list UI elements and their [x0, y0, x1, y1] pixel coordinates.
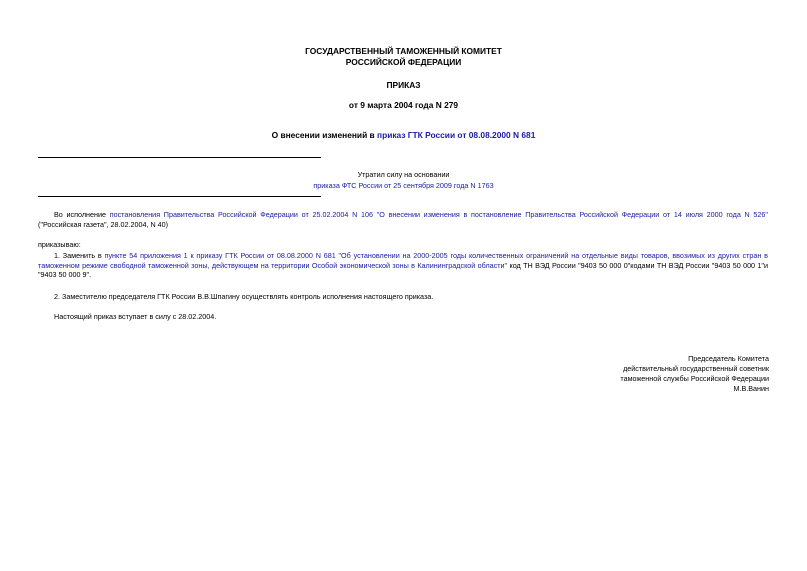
signature-line2: действительный государственный советник [623, 364, 769, 373]
divider-bottom [38, 196, 321, 197]
intro-suffix: ("Российская газета", 28.02.2004, N 40) [38, 219, 169, 229]
item1-suffix: код ТН ВЭД России "9403 50 000 0"кодами ТН ВЭД России "9403 50 000 1"и "9403 50 000 9". [38, 260, 768, 280]
status-link[interactable]: приказа ФТС России от 25 сентября 2009 года N 1763 [313, 181, 494, 190]
doc-title [0, 130, 807, 141]
order-word: приказываю: [38, 240, 81, 249]
item1-link[interactable]: пункте 54 приложения 1 к приказу ГТК России от 08.08.2000 N 681 "Об установлении на 2000-2005 годы количественных ограничений на отдельные виды товаров, ввозимых из других стран в таможенном режиме свободной таможенной зоны, действующем на территории Особой экономической зоны в Калининградской области" [38, 251, 768, 270]
signature-name: М.В.Ванин [733, 384, 769, 393]
org-name-line1: ГОСУДАРСТВЕННЫЙ ТАМОЖЕННЫЙ КОМИТЕТ [305, 46, 502, 56]
status-line1: Утратил силу на основании [357, 170, 450, 179]
item1-prefix: 1. Заменить в [54, 251, 105, 260]
doc-type: ПРИКАЗ [386, 80, 421, 90]
signature-line3: таможенной службы Российской Федерации [620, 374, 769, 383]
doc-title-link[interactable]: приказ ГТК России от 08.08.2000 N 681 [377, 130, 536, 140]
doc-date-number: от 9 марта 2004 года N 279 [348, 100, 459, 110]
intro-prefix: Во исполнение [54, 210, 110, 219]
item1-paragraph [38, 251, 768, 280]
divider-top [38, 157, 321, 158]
intro-link[interactable]: постановления Правительства Российской Федерации от 25.02.2004 N 106 "О внесении изменения в постановление Правительства Российской Федерации от 14 июля 2000 года N 526" [109, 210, 768, 219]
org-name-line2: РОССИЙСКОЙ ФЕДЕРАЦИИ [345, 57, 462, 67]
intro-paragraph [38, 210, 768, 229]
item2-paragraph: 2. Заместителю председателя ГТК России В.В.Шпагину осуществлять контроль исполнения настоящего приказа. [54, 292, 434, 301]
doc-title-prefix: О внесении изменений в [271, 130, 378, 140]
effective-paragraph: Настоящий приказ вступает в силу с 28.02.2004. [54, 312, 217, 321]
signature-line1: Председатель Комитета [688, 354, 769, 363]
